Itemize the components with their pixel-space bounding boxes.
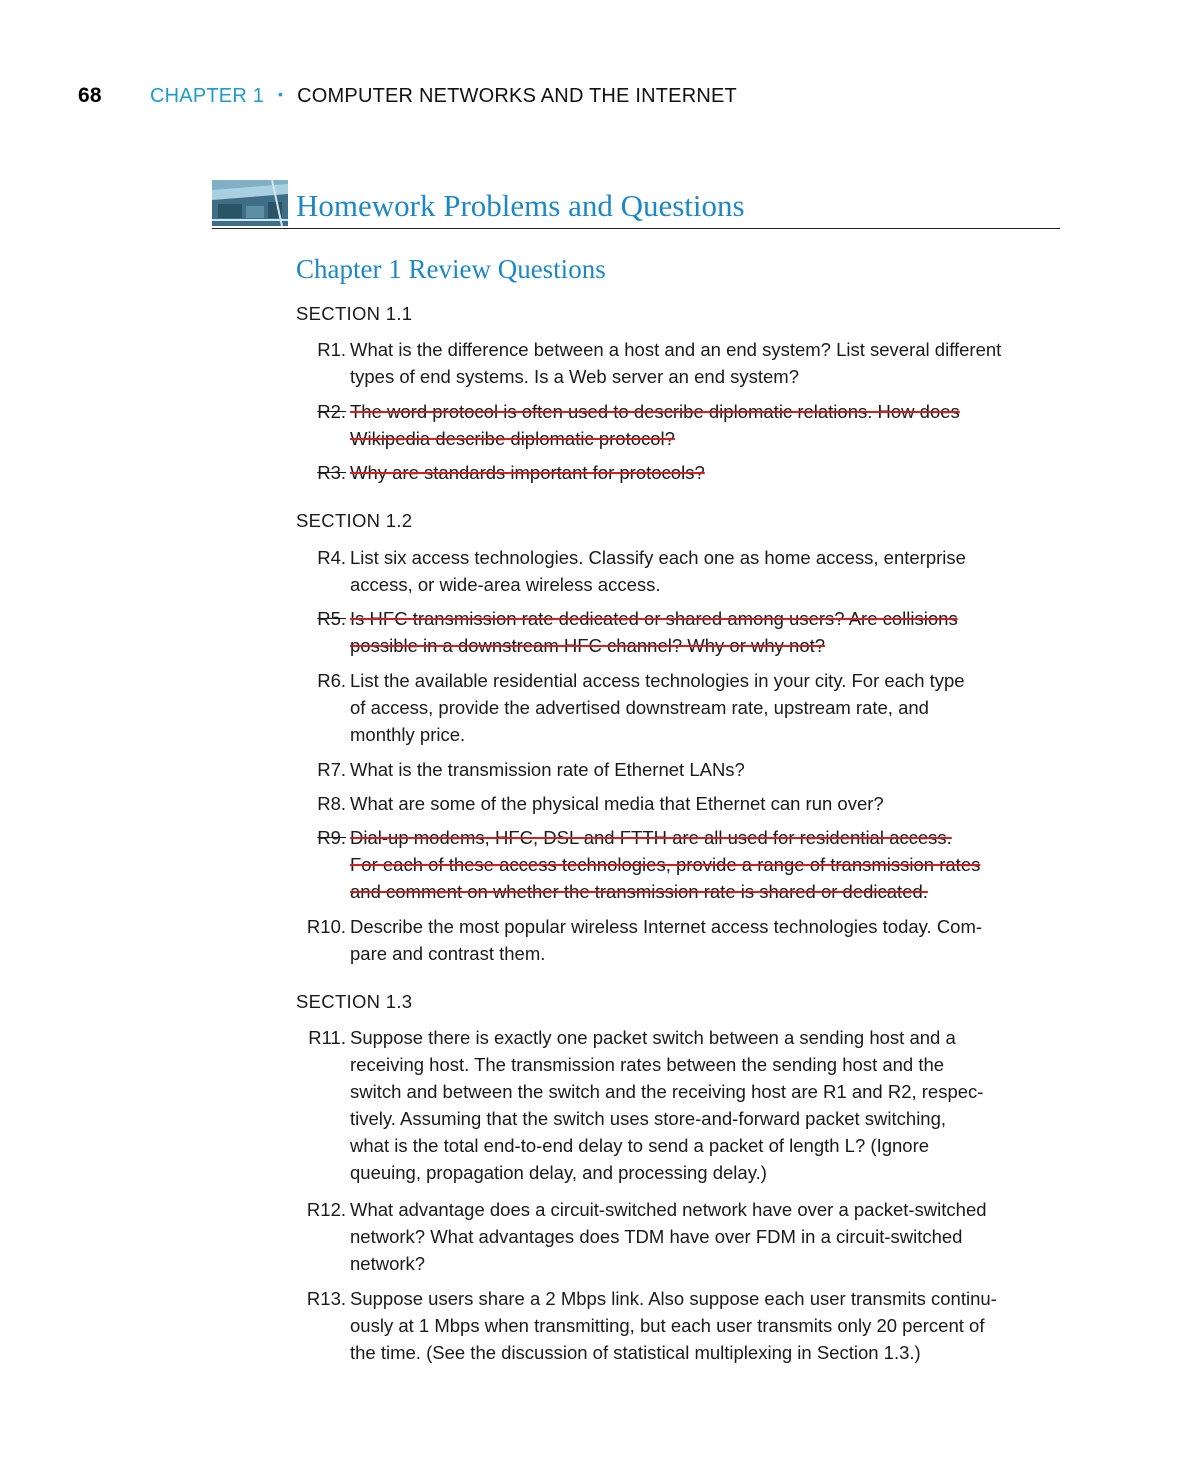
chapter-label: CHAPTER 1 <box>150 85 265 107</box>
question-number: R10. <box>306 916 346 937</box>
header-bullet: • <box>278 86 284 102</box>
question-number: R1. <box>317 339 346 360</box>
question-text: What is the difference between a host and an end system? List several different types of end systems. Is a Web server an end system? <box>350 339 1002 387</box>
question-r5 <box>296 605 1066 659</box>
question-r10 <box>296 913 1066 967</box>
question-r6 <box>296 667 1066 748</box>
question-number: R8. <box>317 793 346 814</box>
homework-header <box>212 180 1060 229</box>
question-number: R6. <box>317 670 346 691</box>
chapter-title: COMPUTER NETWORKS AND THE INTERNET <box>297 85 737 107</box>
page-number: 68 <box>78 84 102 107</box>
question-number: R4. <box>317 547 346 568</box>
section-label: SECTION 1.3 <box>296 991 413 1012</box>
question-text: What advantage does a circuit-switched network have over a packet-switched network? What advantages does TDM have over FDM in a circuit-switched network? <box>350 1199 987 1274</box>
question-r11 <box>296 1024 1066 1186</box>
question-number: R5. <box>317 608 346 629</box>
network-banner-icon <box>212 180 288 226</box>
question-text: Suppose users share a 2 Mbps link. Also suppose each user transmits continu- ously at 1 Mbps when transmitting, but each user transmits only 20 percent of the time. (See the discussion of statistical multiplexing in Section 1.3.) <box>350 1288 997 1363</box>
question-r2 <box>296 398 1066 452</box>
question-text: What is the transmission rate of Ethernet LANs? <box>350 759 745 780</box>
question-r13 <box>296 1285 1066 1366</box>
section-label: SECTION 1.2 <box>296 510 413 531</box>
question-r12 <box>296 1196 1066 1277</box>
question-r4 <box>296 544 1066 598</box>
review-questions-title: Chapter 1 Review Questions <box>296 254 606 284</box>
running-header <box>78 84 737 112</box>
section-label: SECTION 1.1 <box>296 303 413 324</box>
question-text: Suppose there is exactly one packet switch between a sending host and a receiving host. The transmission rates between the sending host and the switch and between the switch and the receiving host are R1 and R2, respec- tively. Assuming that the switch uses store-and-forward packet switching, what is the total end-to-end delay to send a packet of length L? (Ignore queuing, propagation delay, and processing delay.) <box>350 1027 984 1183</box>
question-text: Why are standards important for protocols? <box>350 462 705 483</box>
question-text: Is HFC transmission rate dedicated or shared among users? Are collisions possible in a downstream HFC channel? Why or why not? <box>350 608 958 656</box>
question-number: R11. <box>308 1027 346 1048</box>
question-number: R7. <box>317 759 346 780</box>
homework-title: Homework Problems and Questions <box>296 188 745 223</box>
question-number: R12. <box>306 1199 346 1220</box>
question-text: List six access technologies. Classify each one as home access, enterprise access, or wide-area wireless access. <box>350 547 966 595</box>
question-text: Describe the most popular wireless Internet access technologies today. Com- pare and contrast them. <box>350 916 983 964</box>
question-text: What are some of the physical media that Ethernet can run over? <box>350 793 884 814</box>
question-text: The word protocol is often used to describe diplomatic relations. How does Wikipedia describe diplomatic protocol? <box>350 401 960 449</box>
question-r9 <box>296 824 1066 905</box>
question-number: R9. <box>317 827 346 848</box>
question-r8 <box>296 790 1066 817</box>
question-number: R2. <box>317 401 346 422</box>
question-text: List the available residential access technologies in your city. For each type of access, provide the advertised downstream rate, upstream rate, and monthly price. <box>350 670 965 745</box>
question-text: Dial-up modems, HFC, DSL and FTTH are all used for residential access. For each of these access technologies, provide a range of transmission rates and comment on whether the transmission rate is shared or dedicated. <box>350 827 981 902</box>
question-number: R13. <box>306 1288 346 1309</box>
question-r1 <box>296 336 1066 390</box>
question-r3 <box>296 459 1066 486</box>
question-number: R3. <box>317 462 346 483</box>
question-r7 <box>296 756 1066 783</box>
